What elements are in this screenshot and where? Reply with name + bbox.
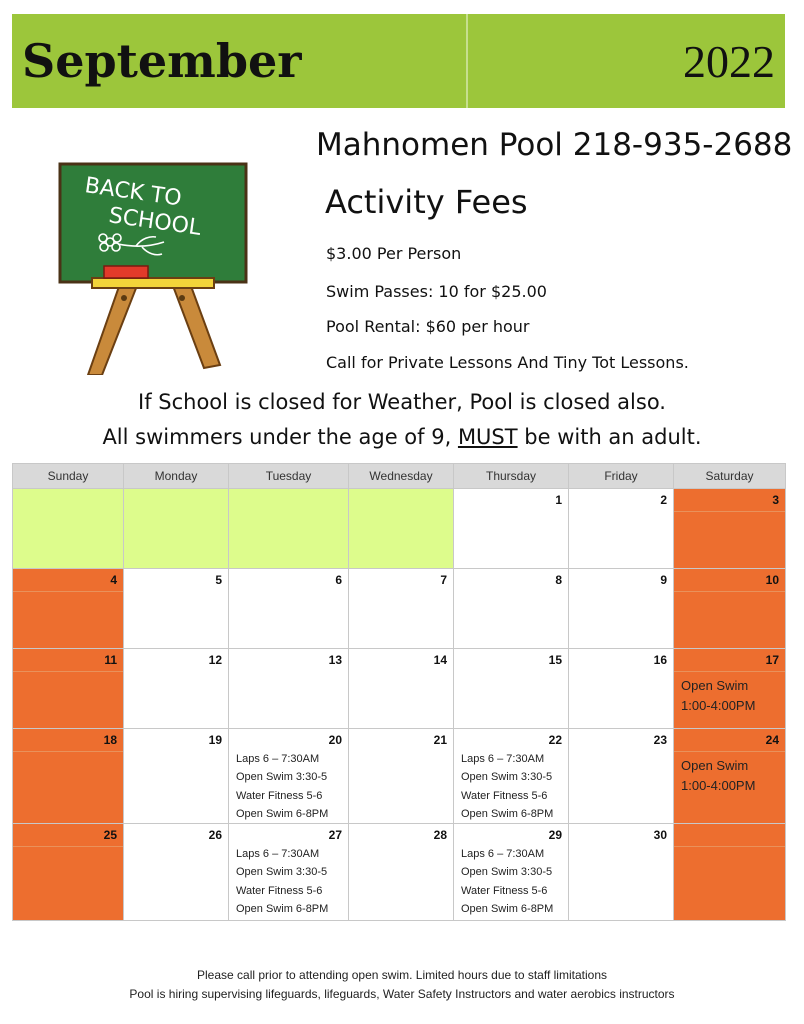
calendar-week-row [13,824,786,921]
day-number: 12 [208,653,222,667]
footer-hiring: Pool is hiring supervising lifeguards, lifeguards, Water Safety Instructors and water aerobics instructors [129,987,675,1001]
day-number: 15 [548,653,562,667]
calendar-day-30 [569,824,674,921]
board-text-line2: SCHOOL [107,203,203,241]
day-number: 7 [440,573,447,587]
day-number: 2 [660,493,667,507]
calendar-day-25 [13,824,124,921]
calendar-week-row [13,569,786,649]
event-item: Open Swim 6-8PM [236,903,329,916]
day-header-thursday: Thursday [454,464,569,489]
calendar-empty-cell [124,489,229,569]
calendar-week-row [13,729,786,824]
day-number: 22 [548,733,562,747]
pool-phone: Mahnomen Pool 218-935-2688 [316,127,793,163]
day-header-friday: Friday [569,464,674,489]
event-item: Open Swim 3:30-5 [461,866,553,879]
calendar-empty-cell [13,489,124,569]
age-notice [0,425,804,449]
calendar-grid [12,463,786,921]
calendar-day-12 [124,649,229,729]
day-number: 8 [555,573,562,587]
calendar-day-7 [349,569,454,649]
day-number: 16 [653,653,667,667]
fee-pool-rental: Pool Rental: $60 per hour [326,317,530,336]
day-events [674,672,785,716]
day-header-monday: Monday [124,464,229,489]
calendar-day-24 [674,729,786,824]
calendar-week-row [13,489,786,569]
calendar-day-16 [569,649,674,729]
day-number: 6 [335,573,342,587]
event-item: Laps 6 – 7:30AM [461,753,545,765]
calendar-day-20 [229,729,349,824]
day-number: 26 [208,828,222,843]
day-events [229,843,348,918]
back-to-school-chalkboard-icon [52,160,260,375]
day-number: 20 [328,733,342,747]
day-number: 30 [653,828,667,843]
calendar-day-22 [454,729,569,824]
day-number: 13 [328,653,342,667]
age-notice-emphasis: MUST [457,425,518,449]
day-header-wednesday: Wednesday [349,464,454,489]
calendar-empty-cell [229,489,349,569]
day-number: 9 [660,573,667,587]
event-item: Laps 6 – 7:30AM [236,848,320,861]
day-number: 4 [13,569,123,592]
fee-per-person: $3.00 Per Person [326,244,462,263]
event-item: Open Swim 3:30-5 [236,866,328,879]
event-item: Open Swim 6-8PM [461,807,554,820]
calendar-day-18 [13,729,124,824]
day-header-saturday: Saturday [674,464,786,489]
year-title: 2022 [468,14,785,108]
calendar-day-17 [674,649,786,729]
calendar-day-3 [674,489,786,569]
day-header-tuesday: Tuesday [229,464,349,489]
day-number: 3 [674,489,785,512]
calendar-day-29 [454,824,569,921]
calendar-day-21 [349,729,454,824]
event-item: Laps 6 – 7:30AM [236,753,320,765]
calendar-day-11 [13,649,124,729]
calendar-day-10 [674,569,786,649]
calendar-day-13 [229,649,349,729]
calendar-day-26 [124,824,229,921]
calendar-empty-cell [674,824,786,921]
event-item: 1:00-4:00PM [681,778,756,793]
event-item: Water Fitness 5-6 [461,789,548,802]
calendar-day-9 [569,569,674,649]
age-notice-post: be with an adult. [524,425,702,449]
day-number: 10 [674,569,785,592]
month-title: September [12,14,468,108]
calendar-empty-cell [349,489,454,569]
day-number: 5 [215,573,222,587]
day-number: 29 [548,828,562,843]
day-events [454,843,568,918]
event-item: Open Swim 3:30-5 [461,771,553,784]
calendar-day-1 [454,489,569,569]
board-text-line1: BACK TO [83,173,183,212]
day-number: 17 [674,649,785,672]
day-number: 14 [433,653,447,667]
day-number: 21 [433,733,447,747]
age-notice-pre: All swimmers under the age of 9, [102,425,452,449]
day-events [229,748,348,823]
day-events [674,752,785,796]
calendar-day-19 [124,729,229,824]
calendar-day-4 [13,569,124,649]
calendar-day-6 [229,569,349,649]
calendar-day-14 [349,649,454,729]
day-number: 19 [208,733,222,747]
calendar-day-5 [124,569,229,649]
event-item: Open Swim [681,678,749,693]
event-item: Open Swim 3:30-5 [236,771,328,784]
calendar-header-row [13,464,786,489]
day-number: 18 [13,729,123,752]
day-number: 27 [328,828,342,843]
calendar-day-28 [349,824,454,921]
event-item: Water Fitness 5-6 [236,884,323,897]
event-item: Open Swim [681,758,749,773]
calendar-day-15 [454,649,569,729]
event-item: Water Fitness 5-6 [461,884,548,897]
day-number: 11 [13,649,123,672]
footer-note: Please call prior to attending open swim. Limited hours due to staff limitations [197,968,607,982]
day-header-sunday: Sunday [13,464,124,489]
event-item: 1:00-4:00PM [681,698,756,713]
header-banner [12,14,785,108]
fee-swim-passes: Swim Passes: 10 for $25.00 [326,282,547,301]
calendar-body [13,489,786,921]
calendar-day-27 [229,824,349,921]
weather-notice: If School is closed for Weather, Pool is closed also. [138,390,666,414]
calendar-day-2 [569,489,674,569]
event-item: Open Swim 6-8PM [236,807,329,820]
calendar-day-8 [454,569,569,649]
day-number: 28 [433,828,447,843]
event-item: Water Fitness 5-6 [236,789,323,802]
calendar-day-23 [569,729,674,824]
activity-fees-title: Activity Fees [325,183,528,221]
event-item: Laps 6 – 7:30AM [461,848,545,861]
calendar-week-row [13,649,786,729]
day-number [674,824,785,847]
day-number: 1 [555,493,562,507]
fee-private-lessons: Call for Private Lessons And Tiny Tot Lessons. [326,353,689,372]
event-item: Open Swim 6-8PM [461,903,554,916]
day-number: 25 [13,824,123,847]
day-number: 23 [653,733,667,747]
day-number: 24 [674,729,785,752]
day-events [454,748,568,823]
